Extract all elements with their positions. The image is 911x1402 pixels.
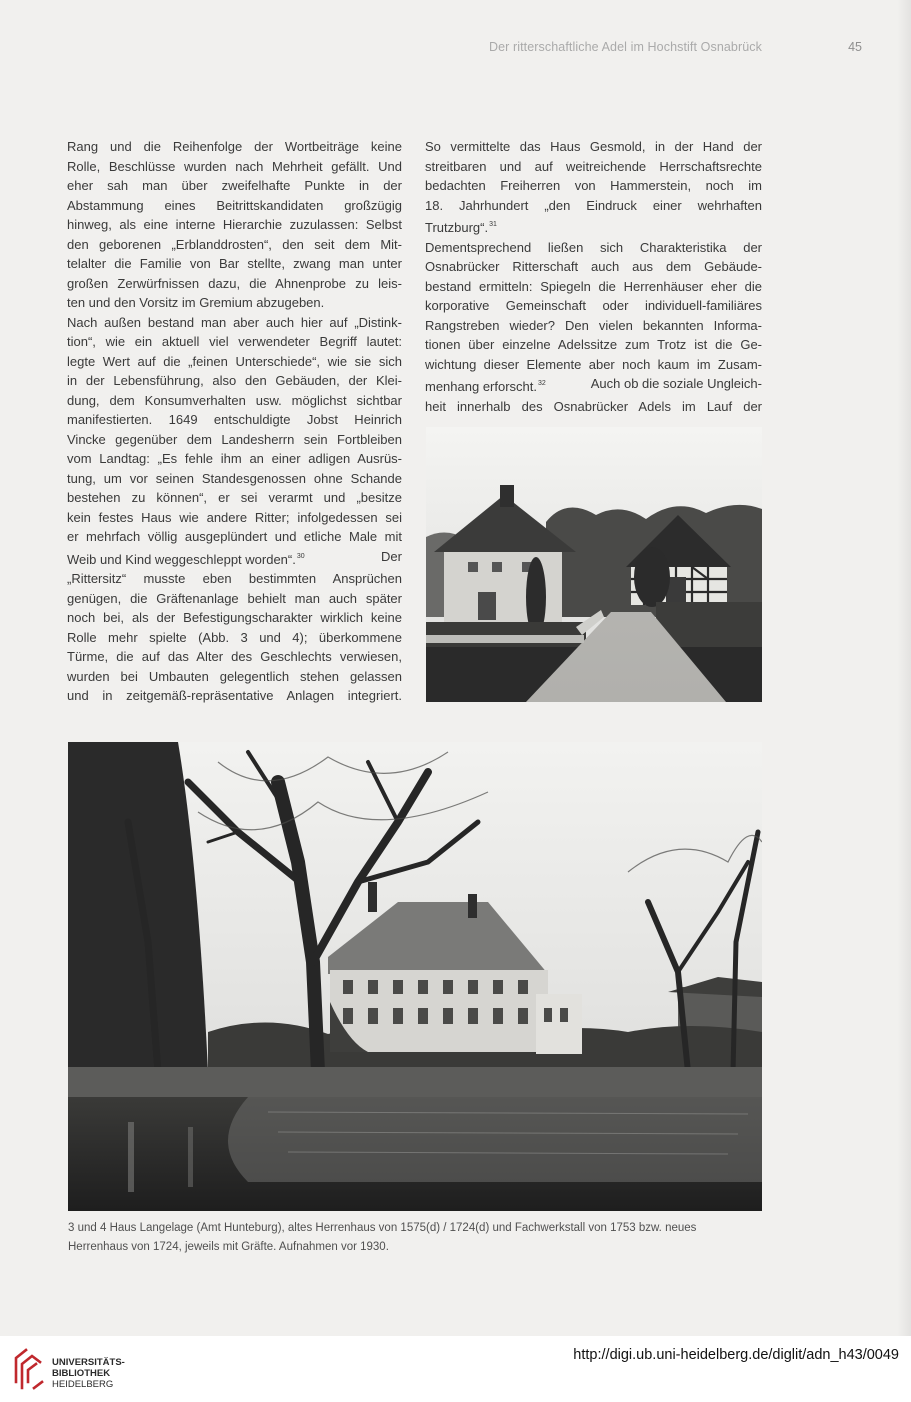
text-line: Rangstreben wieder? Den vielen bekannten Informa- (425, 317, 762, 333)
footnote-ref-32[interactable]: 32 (538, 380, 546, 387)
text-line: genügen, die Gräftenanlage behielt man auch später (67, 590, 402, 606)
footnote-ref-31[interactable]: 31 (489, 221, 497, 228)
footnote-ref-30[interactable]: 30 (296, 552, 305, 560)
text-line: tion“, wie ein aktuell viel verwendeter Begriff lautet: (67, 334, 402, 349)
figure-4-photo (68, 742, 762, 1211)
text-line: Rang und die Reihenfolge der Wortbeiträge keine (67, 139, 402, 154)
text-line: bestehen zu können“, er sei verarmt und „besitze (67, 490, 402, 505)
text-fragment: Auch ob die soziale Ungleich- (590, 376, 762, 391)
text-line: streitbaren und auf weitreichende Herrschaftsrechte (425, 158, 762, 174)
text-fragment: menhang erforscht. (425, 379, 538, 394)
text-line: Rolle mehr spielte (Abb. 3 und 4); überkommene (67, 629, 402, 645)
text-fragment: Weib und Kind weggeschleppt worden“. (67, 551, 296, 567)
text-line: wichtung dieser Elemente aber noch kaum im Zusam- (425, 356, 762, 372)
text-line: manifestierten. 1649 entschuldigte Jobst Heinrich (67, 412, 402, 427)
text-line: heit innerhalb des Osnabrücker Adels im Lauf der (425, 398, 762, 414)
text-line: Rolle, Beschlüsse wurden nach Mehrheit gefällt. Und (67, 158, 402, 174)
caption-line: Herrenhaus von 1724, jeweils mit Gräfte. Aufnahmen vor 1930. (68, 1241, 389, 1253)
permalink-url[interactable]: http://digi.ub.uni-heidelberg.de/diglit/adn_h43/0049 (573, 1347, 899, 1363)
text-line: Abstammung eines Beitrittskandidaten großzügig (67, 197, 402, 213)
text-line: und in zeitgemäß-repräsentative Anlagen integriert. (67, 688, 402, 703)
text-line: eher sah man über zweifelhafte Punkte in der (67, 178, 402, 193)
figure-caption (68, 1219, 762, 1257)
text-line: legte Wert auf die „feinen Unterschiede“, wie sie sich (67, 353, 402, 369)
text-line: kein festes Haus wie andere Ritter; infolgedessen sei (67, 509, 402, 525)
photo-old-manor-illustration (426, 427, 762, 702)
text-fragment: Trutzburg“. (425, 220, 489, 235)
text-line: er mehrfach völlig ausgeplündert und etliche Male mit (67, 529, 402, 544)
text-line: ten und den Vorsitz im Gremium abzugeben. (67, 295, 325, 310)
text-line: in der Lebensführung, also den Gebäuden, der Klei- (67, 373, 402, 388)
text-line: den geborenen „Erblanddrosten“, den seit dem Mit- (67, 236, 402, 252)
text-line: Osnabrücker Ritterschaft auch aus dem Gebäude- (425, 259, 762, 274)
text-line: Nach außen bestand man aber auch hier auf „Distink- (67, 314, 402, 330)
text-line: großen Zerwürfnissen dazu, die Ahnenprobe zu leis- (67, 275, 402, 291)
running-head: Der ritterschaftliche Adel im Hochstift Osnabrück (488, 40, 762, 54)
text-line: Türme, die auf das Alter des Geschlechts verwiesen, (67, 649, 402, 664)
library-name-line: HEIDELBERG (52, 1379, 114, 1390)
text-line: tung, um vor seinen Standesgenossen ohne Schande (67, 470, 402, 486)
text-line: telalter die Familie von Bar stellte, zwang man unter (67, 256, 402, 271)
figure-3-photo (426, 427, 762, 702)
text-column-right (425, 137, 762, 416)
text-line (425, 374, 762, 397)
text-line: Vincke gegenüber dem Landesherrn sein Fortbleiben (67, 431, 402, 447)
text-line: 18. Jahrhundert „den Eindruck einer wehrhaften (425, 197, 762, 213)
text-line: korporative Gemeinschaft oder individuell-familiäres (425, 298, 762, 313)
text-line (67, 547, 402, 570)
library-name (52, 1357, 125, 1390)
text-line: bedachten Freiherren von Hammerstein, noch im (425, 178, 762, 193)
digitization-footer (0, 1336, 911, 1402)
caption-line: 3 und 4 Haus Langelage (Amt Hunteburg), altes Herrenhaus von 1575(d) / 1724(d) und Fachwerkstall von 1753 bzw. neues (68, 1222, 697, 1234)
text-line: „Rittersitz“ musste eben bestimmten Ansprüchen (67, 571, 402, 586)
text-line: Dementsprechend ließen sich Charakteristika der (425, 239, 762, 255)
text-line: hinweg, als eine interne Hierarchie zuzulassen: Selbst (67, 217, 402, 232)
text-column-left (67, 137, 402, 706)
text-line: bestand ermitteln: Spiegeln die Herrenhäuser eher die (425, 278, 762, 294)
library-emblem-icon (12, 1344, 46, 1394)
photo-new-manor-illustration (68, 742, 762, 1211)
library-name-line: BIBLIOTHEK (52, 1368, 111, 1379)
library-logo[interactable] (12, 1344, 125, 1394)
text-line: wurden bei Umbauten gelegentlich stehen gelassen (67, 668, 402, 684)
text-line: tionen über einzelne Adelssitze zum Trotz ist die Ge- (425, 337, 762, 352)
text-line: dung, dem Konsumverhalten usw. möglichst sichtbar (67, 392, 402, 408)
text-line: noch bei, als der Befestigungscharakter wirklich keine (67, 610, 402, 625)
text-line (425, 215, 762, 238)
text-line: vom Landtag: „Es fehle ihm an einer adligen Ausrüs- (67, 451, 402, 466)
text-line: So vermittelte das Haus Gesmold, in der Hand der (425, 139, 762, 154)
library-name-line: UNIVERSITÄTS- (52, 1357, 125, 1368)
text-fragment: Der (381, 548, 402, 564)
page-number: 45 (848, 40, 862, 54)
